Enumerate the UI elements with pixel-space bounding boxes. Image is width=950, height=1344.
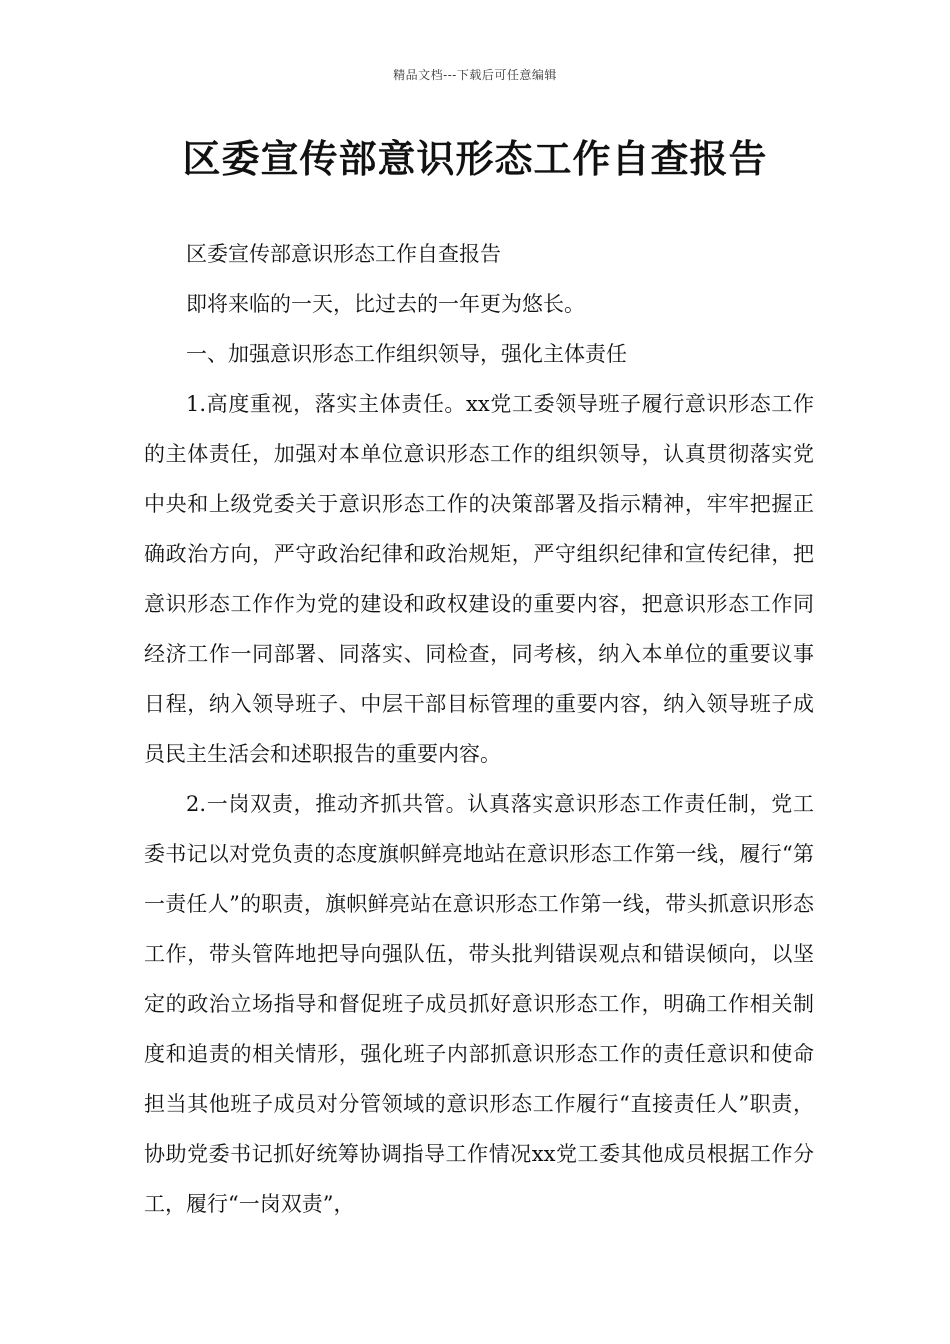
header-watermark: 精品文档---下载后可任意编辑 bbox=[393, 68, 557, 82]
paragraph-item-2: 2.一岗双责，推动齐抓共管。认真落实意识形态工作责任制，党工委书记以对党负责的态度旗帜鲜亮地站在意识形态工作第一线，履行“第一责任人”的职责，旗帜鲜亮站在意识形态工作第一线，带头抓意识形态工作，带头管阵地把导向强队伍，带头批判错误观点和错误倾向，以坚定的政治立场指导和督促班子成员抓好意识形态工作，明确工作相关制度和追责的相关情形，强化班子内部抓意识形态工作的责任意识和使命担当其他班子成员对分管领域的意识形态工作履行“直接责任人”职责，协助党委书记抓好统筹协调指导工作情况xx党工委其他成员根据工作分工，履行“一岗双责”， bbox=[144, 792, 814, 1216]
document-title: 区委宣传部意识形态工作自查报告 bbox=[182, 137, 768, 181]
paragraph-intro: 即将来临的一天，比过去的一年更为悠长。 bbox=[186, 292, 585, 316]
section-heading-1: 一、加强意识形态工作组织领导，强化主体责任 bbox=[186, 342, 627, 366]
document-body bbox=[144, 229, 814, 1229]
paragraph-subtitle: 区委宣传部意识形态工作自查报告 bbox=[186, 242, 501, 266]
paragraph-item-1: 1.高度重视，落实主体责任。xx党工委领导班子履行意识形态工作的主体责任，加强对本单位意识形态工作的组织领导，认真贯彻落实党中央和上级党委关于意识形态工作的决策部署及指示精神，牢牢把握正确政治方向，严守政治纪律和政治规矩，严守组织纪律和宣传纪律，把意识形态工作作为党的建设和政权建设的重要内容，把意识形态工作同经济工作一同部署、同落实、同检查，同考核，纳入本单位的重要议事日程，纳入领导班子、中层干部目标管理的重要内容，纳入领导班子成员民主生活会和述职报告的重要内容。 bbox=[144, 392, 814, 766]
